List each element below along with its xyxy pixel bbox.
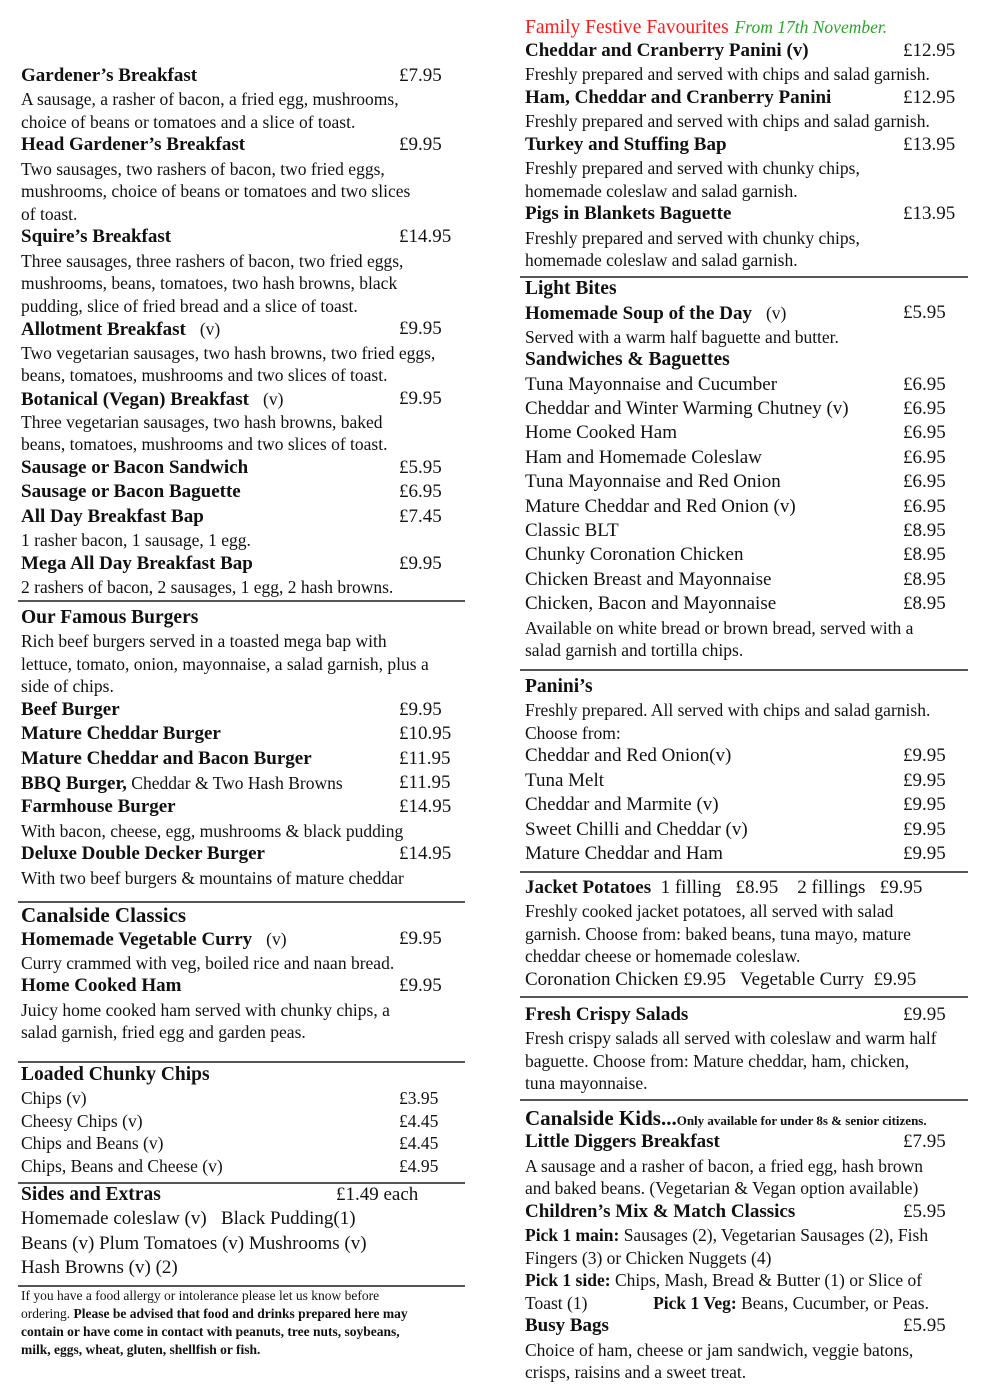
menu-item-row [21,747,466,771]
menu-list-item [525,842,970,866]
menu-item-row [525,876,970,900]
breakfast-section [21,64,466,599]
menu-item-description: side of chips. [21,676,114,697]
menu-item-description: Rich beef burgers served in a toasted mega bap with [21,631,387,652]
menu-list-item-price: £8.95 [903,520,946,542]
allergy-line [21,1341,466,1359]
menu-item-description: garnish. Choose from: baked beans, tuna mayo, mature [525,923,911,944]
menu-item-name: BBQ Burger, [21,773,127,795]
option-label: Pick 1 main: [525,1225,620,1246]
menu-list-item-name: Chunky Coronation Chicken [525,544,744,566]
kids-section [525,1106,970,1384]
section-note: Only available for under 8s & senior citizens. [676,1113,927,1128]
menu-item-price: £5.95 [903,1315,946,1337]
menu-list-item-price: £6.95 [903,471,946,493]
menu-list-item-name: Beans (v) Plum Tomatoes (v) Mushrooms (v) [21,1232,367,1254]
festive-date: From 17th November. [734,17,888,37]
menu-list-item [525,769,970,793]
menu-item-description: homemade coleslaw and salad garnish. [525,180,798,201]
menu-item-row [525,1130,970,1154]
menu-item-description: 1 rasher bacon, 1 sausage, 1 egg. [21,530,251,551]
vegetarian-tag: (v) [765,303,787,324]
menu-list-item-name: Tuna Mayonnaise and Red Onion [525,471,781,493]
menu-item-description: A sausage, a rasher of bacon, a fried egg, mushrooms, [21,89,399,110]
menu-item-description: Freshly cooked jacket potatoes, all served with salad [525,901,894,922]
section-title: Light Bites [525,278,617,299]
menu-item-name: Children’s Mix & Match Classics [525,1200,796,1222]
menu-item-row [21,133,466,157]
menu-item-description: pudding, slice of fried bread and a slice of toast. [21,295,358,316]
menu-list-item [21,1207,466,1231]
menu-item-price: £14.95 [399,796,452,818]
section-heading [21,1063,466,1087]
menu-item-price: £5.95 [903,302,946,324]
menu-item-price: £13.95 [903,203,956,225]
menu-item-price: £9.95 [399,134,442,156]
menu-item-description: Freshly prepared and served with chips and salad garnish. [525,111,930,132]
jacket-potatoes-section [525,876,970,992]
menu-item-name: Homemade Soup of the Day [525,303,752,325]
menu-list-item-price: £8.95 [903,544,946,566]
allergy-text: ordering. [21,1306,71,1321]
menu-list-item-price: £6.95 [903,422,946,444]
section-title: Loaded Chunky Chips [21,1064,210,1085]
menu-list-item-name: Cheddar and Winter Warming Chutney (v) [525,398,849,420]
menu-item-price: £7.95 [399,65,442,86]
menu-list-item [525,470,970,494]
menu-list-item [21,1256,466,1280]
option-text: Fingers (3) or Chicken Nuggets (4) [525,1247,772,1268]
festive-title: Family Festive Favourites [525,17,729,38]
vegetarian-tag: (v) [266,929,287,950]
section-heading [21,1183,466,1207]
menu-item-name: Cheddar and Cranberry Panini (v) [525,40,809,61]
menu-item-description: Curry crammed with veg, boiled rice and naan bread. [21,952,395,973]
menu-option-line [525,1247,970,1270]
menu-list-item [525,818,970,842]
menu-list-item [21,1232,466,1256]
menu-item-description: Choice of ham, cheese or jam sandwich, veggie batons, [525,1339,914,1360]
menu-item-description: Three vegetarian sausages, two hash browns, baked [21,411,383,432]
menu-list-item-price: £4.45 [399,1133,439,1154]
burgers-section [21,606,466,889]
menu-item-description: With two beef burgers & mountains of mature cheddar [21,867,404,888]
menu-item-name: Mature Cheddar and Bacon Burger [21,747,312,769]
menu-item-description: 2 rashers of bacon, 2 sausages, 1 egg, 2 hash browns. [21,577,394,598]
menu-list-item [525,446,970,470]
menu-item-name: Little Diggers Breakfast [525,1131,720,1153]
menu-item-row [21,698,466,722]
menu-list-item-price: £4.45 [399,1110,439,1131]
menu-list-item-name: Chips and Beans (v) [21,1133,164,1154]
menu-item-price: £11.95 [399,772,451,794]
menu-list-item-price: £3.95 [399,1088,439,1109]
chips-section [21,1063,466,1177]
vegetarian-tag: (v) [263,388,284,409]
menu-list-item-name: Mature Cheddar and Ham [525,842,723,864]
menu-item-name: Pigs in Blankets Baguette [525,203,732,225]
section-title: Panini’s [525,676,593,697]
menu-item-description: Freshly prepared and served with chips and salad garnish. [525,64,930,85]
menu-list-item [525,968,970,992]
menu-list-item-name: Mature Cheddar and Red Onion (v) [525,495,796,517]
menu-option-line [525,1269,970,1292]
menu-item-description: tuna mayonnaise. [525,1073,648,1094]
menu-item-row [21,505,466,529]
festive-section [525,39,970,272]
menu-item-row [21,722,466,746]
menu-item-price: £11.95 [399,747,451,769]
menu-item-row [21,387,466,411]
menu-item-price: £9.95 [399,387,442,409]
menu-list-item [525,397,970,421]
allergy-notice [21,1287,466,1359]
menu-list-item-price: £9.95 [903,794,946,816]
menu-item-name: Mega All Day Breakfast Bap [21,552,253,574]
divider [520,1099,968,1101]
menu-item-description: mushrooms, beans, tomatoes, two hash browns, black [21,273,398,294]
option-text: Toast (1) [525,1292,654,1313]
allergy-bold-text: Please be advised that food and drinks prepared here may [70,1306,408,1321]
menu-item-price: £13.95 [903,133,956,155]
menu-list-item-name: Tuna Mayonnaise and Cucumber [525,373,778,395]
menu-item-description: choice of beans or tomatoes and a slice of toast. [21,111,356,132]
menu-item-row [21,225,466,249]
menu-item-description: Two sausages, two rashers of bacon, two fried eggs, [21,158,385,179]
menu-list-item [525,373,970,397]
menu-item-name: Ham, Cheddar and Cranberry Panini [525,86,832,108]
menu-item-name: Mature Cheddar Burger [21,723,221,745]
allergy-bold-text: milk, eggs, wheat, gluten, shellfish or fish. [21,1342,261,1357]
menu-list-item-name: Sweet Chilli and Cheddar (v) [525,818,748,840]
allergy-line [21,1323,466,1341]
menu-item-description: baguette. Choose from: Mature cheddar, ham, chicken, [525,1050,910,1071]
menu-list-item-name: Ham and Homemade Coleslaw [525,446,762,468]
menu-list-item-price: £4.95 [399,1155,439,1176]
menu-list-item [525,793,970,817]
menu-item-description: Juicy home cooked ham served with chunky chips, a [21,999,390,1020]
menu-list-item-name: Chicken, Bacon and Mayonnaise [525,593,777,615]
menu-list-item [525,421,970,445]
menu-option-line [525,1292,970,1315]
menu-item-price: £6.95 [399,481,442,503]
menu-item-name: Allotment Breakfast [21,319,186,341]
menu-item-description: Fresh crispy salads all served with coleslaw and warm half [525,1028,937,1049]
option-text: Sausages (2), Vegetarian Sausages (2), Fish [619,1225,929,1246]
menu-item-description: Freshly prepared and served with chunky chips, [525,227,860,248]
menu-item-row [525,1314,970,1338]
menu-item-name: Homemade Vegetable Curry [21,929,253,951]
menu-item-name: Beef Burger [21,698,120,720]
menu-item-row [21,842,466,866]
menu-item-row [525,1200,970,1224]
menu-item-description: of toast. [21,203,78,224]
section-heading [21,606,466,630]
menu-item-row [21,552,466,576]
menu-list-item-name: Homemade coleslaw (v) Black Pudding(1) [21,1208,356,1230]
menu-item-row [525,301,970,325]
section-title: Our Famous Burgers [21,607,199,628]
menu-item-description: Freshly prepared. All served with chips and salad garnish. [525,700,931,721]
menu-item-row [21,974,466,998]
menu-item-name: Deluxe Double Decker Burger [21,843,265,865]
menu-item-description: and baked beans. (Vegetarian & Vegan option available) [525,1178,919,1199]
menu-item-description: salad garnish, fried egg and garden peas. [21,1022,306,1043]
menu-list-item [21,1087,466,1109]
menu-list-item-name: Hash Browns (v) (2) [21,1257,178,1279]
sides-section [21,1183,466,1281]
option-label: Pick 1 Veg: [653,1292,737,1313]
menu-item-extra: Cheddar & Two Hash Browns [126,773,343,794]
menu-item-description: Choose from: [525,722,621,743]
menu-list-item-price: £8.95 [903,568,946,590]
menu-item-name: Home Cooked Ham [21,975,182,997]
menu-item-price: £14.95 [399,843,452,865]
option-text: Beans, Cucumber, or Peas. [736,1292,929,1313]
menu-item-price: £5.95 [399,456,442,478]
menu-item-name: Botanical (Vegan) Breakfast [21,388,249,410]
section-heading [21,903,466,927]
menu-list-item-price: £6.95 [903,446,946,468]
menu-list-item [525,543,970,567]
menu-item-price: £5.95 [903,1200,946,1222]
subsection-heading: Sandwiches & Baguettes [525,349,730,371]
menu-item-description: Available on white bread or brown bread, served with a [525,617,914,638]
allergy-line [21,1305,466,1323]
menu-item-description: salad garnish and tortilla chips. [525,640,744,661]
menu-item-name: Sausage or Bacon Sandwich [21,456,249,478]
menu-item-row [21,456,466,480]
allergy-bold-text: contain or have come in contact with peanuts, tree nuts, soybeans, [21,1324,400,1339]
menu-list-item-price: £9.95 [903,842,946,864]
menu-list-item-price: £8.95 [903,593,946,615]
menu-list-item-name: Coronation Chicken £9.95 Vegetable Curry £9.95 [525,968,917,990]
menu-list-item-price: £6.95 [903,373,946,395]
menu-item-name: Jacket Potatoes [525,877,652,898]
menu-item-row [21,64,466,88]
menu-option-line [525,1224,970,1247]
menu-list-item [525,519,970,543]
menu-item-description: mushrooms, choice of beans or tomatoes and two slices [21,181,411,202]
section-title: Canalside Kids... [525,1106,677,1130]
paninis-section [525,675,970,866]
menu-list-item-name: Chicken Breast and Mayonnaise [525,568,772,590]
menu-item-description: A sausage and a rasher of bacon, a fried egg, hash brown [525,1155,923,1176]
menu-item-price: £7.95 [903,1131,946,1153]
menu-list-item-name: Cheddar and Red Onion(v) [525,745,732,767]
section-heading [525,277,970,301]
menu-list-item [21,1110,466,1132]
divider [520,669,968,671]
menu-item-row [21,795,466,819]
menu-item-extra: 1 filling £8.95 2 fillings £9.95 [651,877,923,898]
menu-item-row [525,133,970,157]
menu-item-price: £9.95 [903,1004,946,1025]
option-label: Pick 1 side: [525,1270,611,1291]
menu-list-item-name: Chips (v) [21,1088,87,1109]
menu-item-name: Squire’s Breakfast [21,226,172,248]
menu-list-item [525,568,970,592]
menu-item-name: Sausage or Bacon Baguette [21,481,241,503]
menu-item-name: Turkey and Stuffing Bap [525,133,727,155]
menu-item-name: Busy Bags [525,1315,609,1337]
menu-item-description: beans, tomatoes, mushrooms and two slices of toast. [21,434,388,455]
menu-item-name: Gardener’s Breakfast [21,65,198,86]
menu-item-description: With bacon, cheese, egg, mushrooms & black pudding [21,820,404,841]
menu-item-name: Farmhouse Burger [21,796,176,818]
menu-item-row [525,39,970,63]
section-heading [525,1106,970,1130]
menu-list-item-name: Home Cooked Ham [525,422,677,444]
menu-item-row [21,317,466,341]
menu-list-item-price: £9.95 [903,745,946,767]
menu-item-name: All Day Breakfast Bap [21,505,204,527]
menu-item-price: £9.95 [399,975,442,997]
menu-list-item-name: Cheddar and Marmite (v) [525,794,719,816]
section-price: £1.49 each [336,1184,419,1205]
menu-item-description: beans, tomatoes, mushrooms and two slices of toast. [21,365,388,386]
divider [520,996,968,998]
menu-item-description: Freshly prepared and served with chunky chips, [525,158,860,179]
menu-list-item-price: £9.95 [903,818,946,840]
menu-item-price: £9.95 [399,698,442,720]
menu-item-row [21,480,466,504]
menu-item-price: £14.95 [399,226,452,248]
section-title: Sides and Extras [21,1184,161,1205]
menu-item-description: Served with a warm half baguette and butter. [525,326,839,347]
section-heading [525,675,970,699]
light-bites-section [525,277,970,662]
menu-item-price: £12.95 [903,86,956,108]
menu-list-item [21,1155,466,1177]
section-title: Canalside Classics [21,903,187,927]
menu-item-description: homemade coleslaw and salad garnish. [525,250,798,271]
allergy-line: If you have a food allergy or intolerance please let us know before [21,1288,380,1303]
menu-list-item-name: Classic BLT [525,520,619,542]
menu-list-item [525,495,970,519]
menu-item-description: cheddar cheese or homemade coleslaw. [525,946,801,967]
menu-item-row [21,927,466,951]
menu-item-description: lettuce, tomato, onion, mayonnaise, a salad garnish, plus a [21,653,429,674]
menu-item-description: Three sausages, three rashers of bacon, two fried eggs, [21,250,404,271]
menu-item-price: £9.95 [399,928,442,950]
vegetarian-tag: (v) [199,319,221,340]
menu-item-price: £7.45 [399,505,442,527]
menu-list-item [21,1132,466,1154]
menu-list-item [525,744,970,768]
menu-item-description: Two vegetarian sausages, two hash browns, two fried eggs, [21,342,436,363]
menu-item-price: £12.95 [903,40,956,61]
menu-item-price: £10.95 [399,723,452,745]
menu-item-price: £9.95 [399,318,442,340]
option-text: Chips, Mash, Bread & Butter (1) or Slice of [610,1270,923,1291]
divider [18,600,465,602]
classics-section [21,903,466,1044]
menu-item-name: Fresh Crispy Salads [525,1004,689,1025]
menu-list-item [525,592,970,616]
menu-item-description: crisps, raisins and a sweet treat. [525,1362,747,1383]
menu-item-row [525,202,970,226]
menu-list-item-price: £6.95 [903,398,946,420]
menu-item-name: Head Gardener’s Breakfast [21,134,246,156]
festive-heading [525,15,970,39]
menu-item-row [525,86,970,110]
menu-item-price: £9.95 [399,552,442,574]
menu-list-item-name: Chips, Beans and Cheese (v) [21,1155,223,1176]
menu-item-row [525,1003,970,1027]
menu-list-item-price: £9.95 [903,769,946,791]
salads-section [525,1003,970,1095]
menu-list-item-name: Cheesy Chips (v) [21,1110,143,1131]
menu-item-row [21,771,466,795]
menu-list-item-price: £6.95 [903,495,946,517]
divider [520,871,968,873]
menu-list-item-name: Tuna Melt [525,769,605,791]
